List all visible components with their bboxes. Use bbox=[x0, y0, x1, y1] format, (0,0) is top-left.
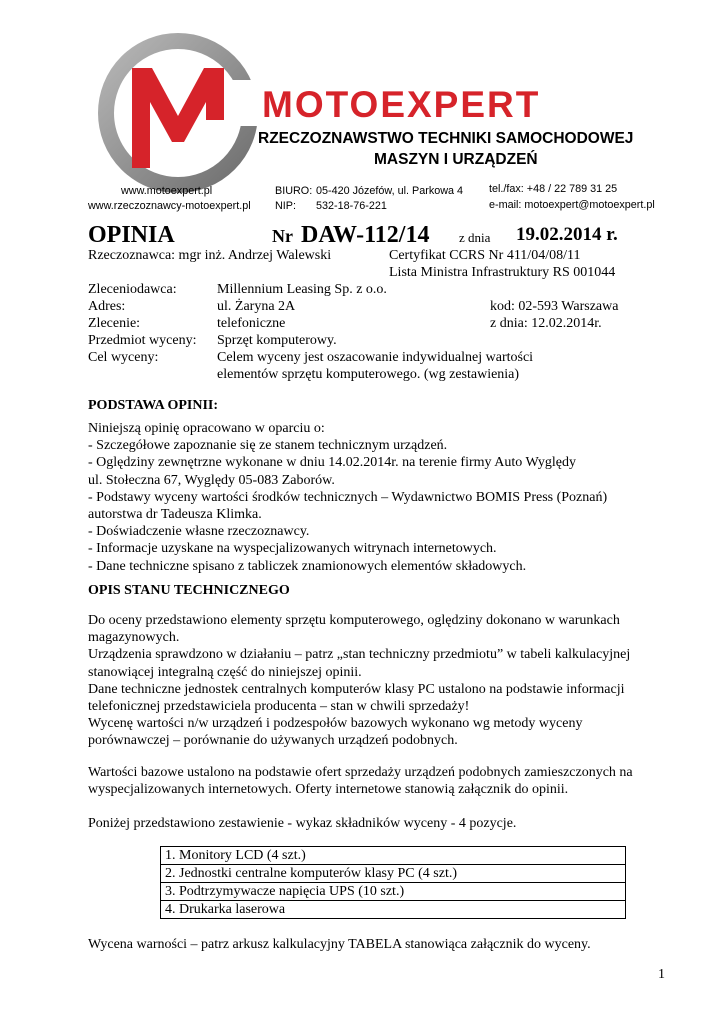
condition-paragraph-4: Wycena warności – patrz arkusz kalkulacyjny TABELA stanowiąca załącznik do wyceny. bbox=[88, 937, 591, 952]
basis-heading: PODSTAWA OPINII: bbox=[88, 398, 219, 413]
paragraph-line: porównawczej – porównanie do używanych urządzeń podobnych. bbox=[88, 733, 458, 749]
paragraph-line: telefonicznej przedstawiciela producenta – stan w chwili sprzedaży! bbox=[88, 699, 470, 715]
postcode-value: kod: 02-593 Warszawa bbox=[490, 299, 619, 314]
paragraph-line: stanowiącej integralną część do niniejszej opinii. bbox=[88, 664, 362, 680]
website-secondary[interactable]: www.rzeczoznawcy-motoexpert.pl bbox=[88, 200, 251, 212]
condition-paragraph-3: Poniżej przedstawiono zestawienie - wykaz składników wyceny - 4 pozycje. bbox=[88, 816, 517, 831]
client-label: Zleceniodawca: bbox=[88, 282, 177, 297]
website-main[interactable]: www.motoexpert.pl bbox=[121, 185, 213, 197]
basis-line: - Dane techniczne spisano z tabliczek znamionowych elementów składowych. bbox=[88, 558, 527, 574]
table-row bbox=[161, 883, 626, 901]
table-cell: 2. Jednostki centralne komputerów klasy PC (4 szt.) bbox=[161, 865, 626, 883]
phone-fax: tel./fax: +48 / 22 789 31 25 bbox=[489, 183, 618, 195]
logo-m-letter bbox=[132, 68, 224, 168]
subject-value: Sprzęt komputerowy. bbox=[217, 333, 337, 348]
office-label: BIURO: bbox=[275, 185, 313, 197]
office-address: 05-420 Józefów, ul. Parkowa 4 bbox=[316, 185, 464, 197]
order-label: Zlecenie: bbox=[88, 316, 141, 331]
goal-line-1: Celem wyceny jest oszacowanie indywidualnej wartości bbox=[217, 350, 534, 365]
doc-number: DAW-112/14 bbox=[301, 222, 430, 248]
basis-line: - Szczegółowe zapoznanie się ze stanem technicznym urządzeń. bbox=[88, 438, 448, 454]
doc-title: OPINIA bbox=[88, 222, 175, 248]
motoexpert-logo bbox=[90, 28, 270, 198]
table-row bbox=[161, 901, 626, 919]
subject-label: Przedmiot wyceny: bbox=[88, 333, 197, 348]
basis-line: - Oględziny zewnętrzne wykonane w dniu 14.02.2014r. na terenie firmy Auto Wyględy bbox=[88, 455, 576, 471]
order-date: z dnia: 12.02.2014r. bbox=[490, 316, 602, 331]
valuation-items-table bbox=[160, 846, 626, 919]
brand-name: MOTOEXPERT bbox=[262, 84, 541, 125]
basis-line: Niniejszą opinię opracowano w oparciu o: bbox=[88, 421, 325, 436]
table-row bbox=[161, 847, 626, 865]
certificate-1: Certyfikat CCRS Nr 411/04/08/11 bbox=[389, 248, 581, 263]
brand-subtitle-line2: MASZYN I URZĄDZEŃ bbox=[374, 151, 538, 168]
doc-date: 19.02.2014 r. bbox=[516, 224, 618, 245]
basis-list bbox=[88, 420, 607, 575]
basis-line: - Podstawy wyceny wartości środków technicznych – Wydawnictwo BOMIS Press (Poznań) bbox=[88, 489, 608, 505]
goal-label: Cel wyceny: bbox=[88, 350, 159, 365]
table-cell: 1. Monitory LCD (4 szt.) bbox=[161, 847, 626, 865]
paragraph-line: wyspecjalizowanych internetowych. Oferty internetowe stanowią załącznik do opinii. bbox=[88, 782, 569, 798]
table-row bbox=[161, 865, 626, 883]
table-cell: 4. Drukarka laserowa bbox=[161, 901, 626, 919]
condition-paragraph-2 bbox=[88, 764, 633, 798]
client-value: Millennium Leasing Sp. z o.o. bbox=[217, 282, 387, 297]
brand-subtitle-line1: RZECZOZNAWSTWO TECHNIKI SAMOCHODOWEJ bbox=[258, 130, 634, 147]
expert-name: Rzeczoznawca: mgr inż. Andrzej Walewski bbox=[88, 248, 332, 263]
page-number: 1 bbox=[658, 967, 665, 982]
table-cell: 3. Podtrzymywacze napięcia UPS (10 szt.) bbox=[161, 883, 626, 901]
paragraph-line: Wycenę wartości n/w urządzeń i podzespołów bazowych wykonano wg metody wyceny bbox=[88, 716, 583, 732]
basis-line: - Informacje uzyskane na wyspecjalizowanych witrynach internetowych. bbox=[88, 541, 497, 557]
paragraph-line: Urządzenia sprawdzono w działaniu – patrz „stan techniczny przedmiotu” w tabeli kalkulacyjnej bbox=[88, 647, 631, 663]
paragraph-line: Wartości bazowe ustalono na podstawie ofert sprzedaży urządzeń podobnych zamieszczonych na bbox=[88, 765, 633, 780]
paragraph-line: magazynowych. bbox=[88, 630, 180, 646]
basis-line: ul. Stołeczna 67, Wyględy 05-083 Zaborów. bbox=[88, 472, 335, 488]
condition-paragraph-1 bbox=[88, 612, 630, 750]
email[interactable]: e-mail: motoexpert@motoexpert.pl bbox=[489, 199, 655, 211]
nip-value: 532-18-76-221 bbox=[316, 200, 387, 212]
goal-line-2: elementów sprzętu komputerowego. (wg zestawienia) bbox=[217, 367, 520, 382]
certificate-2: Lista Ministra Infrastruktury RS 001044 bbox=[389, 265, 616, 280]
basis-line: - Doświadczenie własne rzeczoznawcy. bbox=[88, 524, 310, 540]
basis-line: autorstwa dr Tadeusza Klimka. bbox=[88, 507, 262, 523]
order-value: telefoniczne bbox=[217, 316, 286, 331]
address-value: ul. Żaryna 2A bbox=[217, 299, 296, 314]
doc-date-label: z dnia bbox=[459, 230, 491, 245]
address-label: Adres: bbox=[88, 299, 126, 314]
doc-nr-label: Nr bbox=[272, 226, 293, 246]
paragraph-line: Dane techniczne jednostek centralnych komputerów klasy PC ustalono na podstawie informacji bbox=[88, 681, 625, 697]
paragraph-line: Do oceny przedstawiono elementy sprzętu komputerowego, oględziny dokonano w warunkach bbox=[88, 613, 620, 628]
condition-heading: OPIS STANU TECHNICZNEGO bbox=[88, 583, 290, 598]
nip-label: NIP: bbox=[275, 200, 296, 212]
